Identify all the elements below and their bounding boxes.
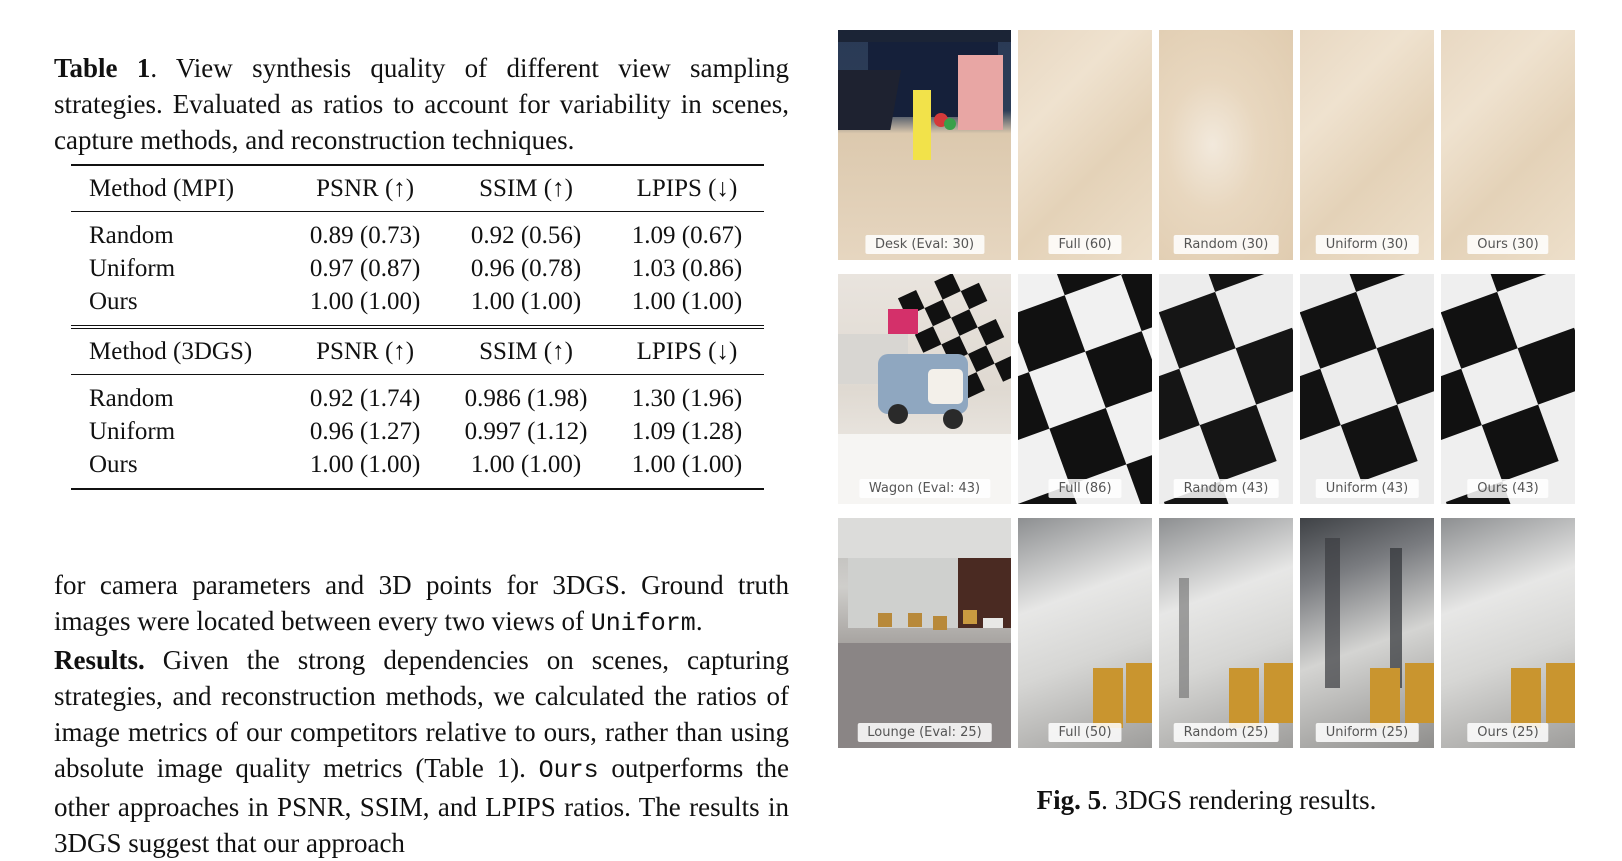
table-row — [71, 448, 764, 481]
table-caption-label: Table 1 — [54, 53, 151, 83]
figure-label: Full (60) — [1048, 235, 1121, 254]
figure-label: Uniform (25) — [1316, 723, 1419, 742]
figure-label: Full (86) — [1048, 479, 1121, 498]
figure-row-wagon — [838, 274, 1575, 504]
figure-image-lounge-eval — [838, 518, 1011, 748]
table-header-cell: PSNR (↑) — [288, 327, 442, 375]
table-header-cell: LPIPS (↓) — [610, 327, 764, 375]
figure-image-wagon-eval — [838, 274, 1011, 504]
body-paragraph — [54, 567, 789, 861]
table-header-cell: Method (MPI) — [71, 165, 288, 212]
table-cell: 1.00 (1.00) — [470, 287, 582, 315]
figure-label: Ours (25) — [1467, 723, 1548, 742]
table-cell: 0.986 (1.98) — [464, 384, 588, 412]
table-header-cell: LPIPS (↓) — [610, 165, 764, 212]
figure-row-lounge — [838, 518, 1575, 748]
figure-label: Random (43) — [1174, 479, 1279, 498]
results-heading: Results. — [54, 645, 145, 675]
table-row — [71, 415, 764, 448]
table-cell: 1.03 (0.86) — [631, 254, 743, 282]
table-header-cell: Method (3DGS) — [71, 327, 288, 375]
table-cell: 0.89 (0.73) — [309, 221, 421, 249]
figure-label: Ours (30) — [1467, 235, 1548, 254]
figure-image-desk-uniform — [1300, 30, 1434, 260]
table-cell: 1.30 (1.96) — [631, 384, 743, 412]
table-section — [54, 50, 789, 490]
figure-image-desk-random — [1159, 30, 1293, 260]
table-cell: Random — [89, 384, 174, 412]
table-cell: 0.96 (0.78) — [470, 254, 582, 282]
figure-image-wagon-full — [1018, 274, 1152, 504]
table-cell: Ours — [89, 287, 138, 315]
figure-caption — [838, 785, 1575, 816]
figure-image-wagon-ours — [1441, 274, 1575, 504]
table-cell: 0.997 (1.12) — [464, 417, 588, 445]
figure-label: Desk (Eval: 30) — [865, 235, 984, 254]
body-text: Given the strong dependencies on scenes, capturing strategies, and reconstruction methods, we calculated the ratios of image metrics of our competitors relative to ours, rather than using absolute image quality metrics (Table 1). — [54, 645, 789, 783]
figure-image-lounge-random — [1159, 518, 1293, 748]
method-name-uniform: Uniform — [590, 609, 696, 638]
table-cell: 1.00 (1.00) — [309, 450, 421, 478]
figure-label: Full (50) — [1048, 723, 1121, 742]
table-cell: 1.00 (1.00) — [631, 287, 743, 315]
figure-label: Wagon (Eval: 43) — [859, 479, 990, 498]
figure-image-lounge-uniform — [1300, 518, 1434, 748]
figure-image-wagon-uniform — [1300, 274, 1434, 504]
figure-image-lounge-ours — [1441, 518, 1575, 748]
table-cell: 0.97 (0.87) — [309, 254, 421, 282]
figure-caption-label: Fig. 5 — [1036, 785, 1102, 815]
table-header-cell: SSIM (↑) — [442, 165, 610, 212]
table-cell: 0.96 (1.27) — [309, 417, 421, 445]
table-row — [71, 285, 764, 318]
table-header-cell: SSIM (↑) — [442, 327, 610, 375]
method-name-ours: Ours — [538, 756, 599, 785]
figure-label: Random (25) — [1174, 723, 1279, 742]
figure-row-desk — [838, 30, 1575, 260]
table-cell: Random — [89, 221, 174, 249]
table-cell: 0.92 (1.74) — [309, 384, 421, 412]
body-text: . — [695, 606, 703, 636]
table-cell: 0.92 (0.56) — [470, 221, 582, 249]
figure-image-lounge-full — [1018, 518, 1152, 748]
table-cell: Ours — [89, 450, 138, 478]
table-caption-text: . View synthesis quality of different view sampling strategies. Evaluated as ratios to account for variability in scenes, capture methods, and reconstruction techniques. — [54, 53, 789, 155]
table-cell: 1.09 (0.67) — [631, 221, 743, 249]
table-cell: 1.00 (1.00) — [309, 287, 421, 315]
figure-image-desk-full — [1018, 30, 1152, 260]
body-text: outperforms the other approaches in PSNR, SSIM, and LPIPS ratios. The results in 3DGS suggest that our approach — [54, 753, 789, 858]
figure-grid — [838, 30, 1575, 762]
table-cell: Uniform — [89, 254, 176, 282]
table-cell: Uniform — [89, 417, 176, 445]
table-row — [71, 382, 764, 415]
figure-image-desk-ours — [1441, 30, 1575, 260]
figure-image-wagon-random — [1159, 274, 1293, 504]
table-cell: 1.00 (1.00) — [470, 450, 582, 478]
figure-caption-text: . 3DGS rendering results. — [1101, 785, 1377, 815]
table-cell: 1.00 (1.00) — [631, 450, 743, 478]
results-table — [71, 164, 764, 490]
table-header-row — [71, 165, 764, 212]
figure-label: Lounge (Eval: 25) — [857, 723, 992, 742]
figure-label: Random (30) — [1174, 235, 1279, 254]
figure-label: Uniform (43) — [1316, 479, 1419, 498]
table-cell: 1.09 (1.28) — [631, 417, 743, 445]
table-header-row — [71, 327, 764, 375]
table-caption — [54, 50, 789, 158]
figure-label: Uniform (30) — [1316, 235, 1419, 254]
table-row — [71, 219, 764, 252]
figure-image-desk-eval — [838, 30, 1011, 260]
table-row — [71, 252, 764, 285]
table-header-cell: PSNR (↑) — [288, 165, 442, 212]
figure-label: Ours (43) — [1467, 479, 1548, 498]
body-text: for camera parameters and 3D points for 3DGS. Ground truth images were located between every two views of — [54, 570, 789, 636]
